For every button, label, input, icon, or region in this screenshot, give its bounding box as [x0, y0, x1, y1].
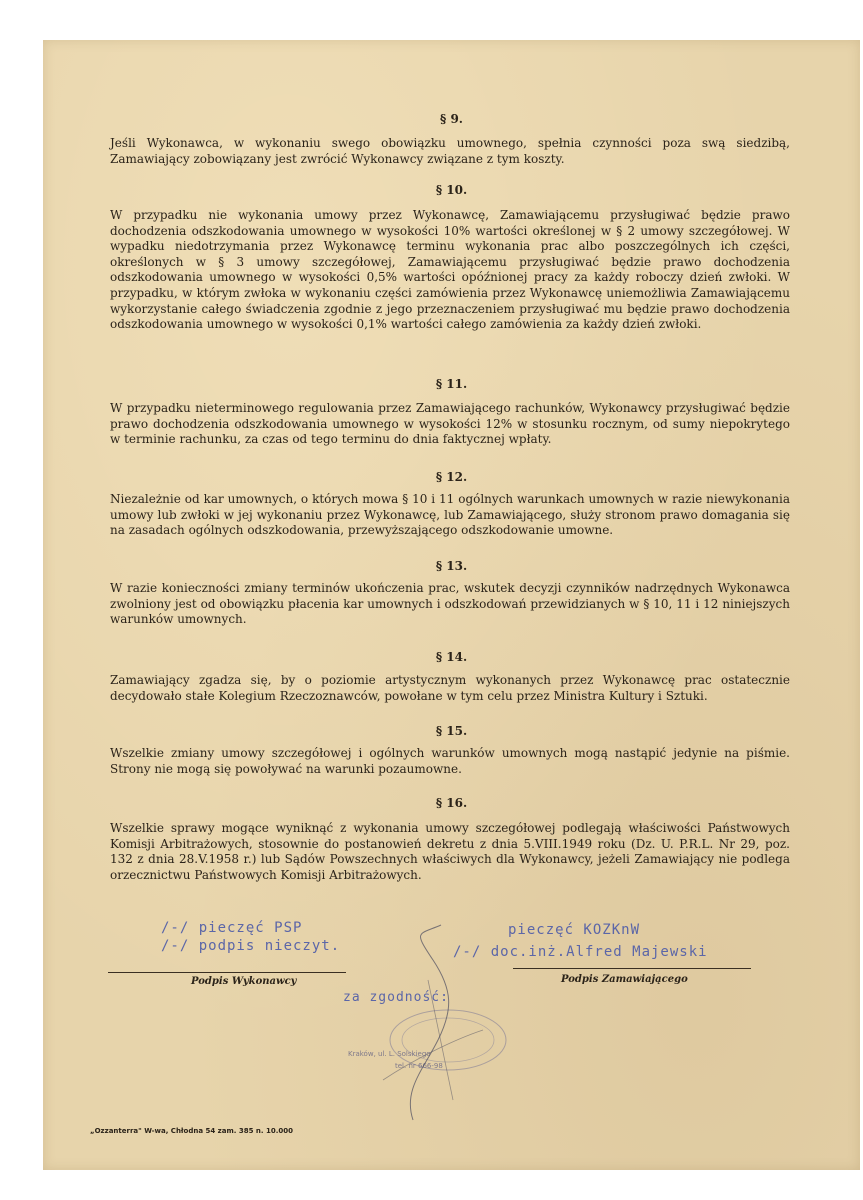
- section-text: Niezależnie od kar umownych, o których mowa § 10 i 11 ogólnych warunkach umownych w razie niewykonania umowy lub zwłoki w jej wykonaniu przez Wykonawcę, lub Zamawiającego, służy stronom prawo domagania się na zasadach ogólnych odszkodowania, przewyższającego odszkodowanie umowne.: [110, 492, 790, 538]
- signature-caption-left: Podpis Wykonawcy: [191, 976, 297, 987]
- section-text: Jeśli Wykonawca, w wykonaniu swego obowiązku umownego, spełnia czynności poza swą siedzibą, Zamawiający zobowiązany jest zwrócić Wykonawcy związane z tym koszty.: [110, 136, 790, 166]
- section-text: Zamawiający zgadza się, by o poziomie artystycznym wykonanych przez Wykonawcę prac ostatecznie decydowało stałe Kolegium Rzeczoznawców, powołane w tym celu przez Ministra Kultury i Sztuki.: [110, 673, 790, 703]
- stamp-address: Kraków, ul. L. Solskiego: [348, 1050, 431, 1058]
- section-text: W przypadku nieterminowego regulowania przez Zamawiającego rachunków, Wykonawcy przysługiwać będzie prawo dochodzenia odszkodowania umownego w wysokości 12% w stosunku rocznym, od sumy niepokrytego w terminie rachunku, za czas od tego terminu do dnia faktycznej wpłaty.: [110, 401, 790, 447]
- section-text: W razie konieczności zmiany terminów ukończenia prac, wskutek decyzji czynników nadrzędnych Wykonawca zwolniony jest od obowiązku płacenia kar umownych i odszkodowań przewidzianych w § 10, 11 i 12 niniejszych warunków umownych.: [110, 581, 790, 627]
- typed-stamp-right-1: pieczęć KOZKnW: [508, 922, 641, 938]
- signature-caption-right: Podpis Zamawiającego: [561, 974, 688, 985]
- document-page: [43, 40, 860, 1170]
- section-text: W przypadku nie wykonania umowy przez Wykonawcę, Zamawiającemu przysługiwać będzie prawo dochodzenia odszkodowania umownego w wysokości 10% wartości określonej w § 2 umowy szczegółowej. W wypadku niedotrzymania przez Wykonawcę terminu wykonania prac albo poszczególnych ich części, określonych w § 3 umowy szczegółowej, Zamawiającemu przysługiwać będzie prawo dochodzenia odszkodowania umownego w wysokości 0,5% wartości opóźnionej pracy za każdy roboczy dzień zwłoki. W przypadku, w którym zwłoka w wykonaniu części zamówienia przez Wykonawcę uniemożliwia Zamawiającemu wykorzystanie całego świadczenia zgodnie z jego przeznaczeniem przysługiwać mu będzie prawo dochodzenia odszkodowania umownego w wysokości 0,1% wartości całego zamówienia za każdy dzień zwłoki.: [110, 208, 790, 332]
- signature-line-right: [513, 968, 751, 969]
- section-text: Wszelkie sprawy mogące wyniknąć z wykonania umowy szczegółowej podlegają właściwości Państwowych Komisji Arbitrażowych, stosownie do postanowień dekretu z dnia 5.VIII.1949 roku (Dz. U. P.R.L. Nr 29, poz. 132 z dnia 28.V.1958 r.) lub Sądów Powszechnych właściwych dla Wykonawcy, jeżeli Zamawiający nie podlega orzecznictwu Państwowych Komisji Arbitrażowych.: [110, 821, 790, 882]
- typed-stamp-left-1: /-/ pieczęć PSP: [161, 920, 303, 936]
- printer-footer: „Ozzanterra" W-wa, Chłodna 54 zam. 385 n. 10.000: [90, 1127, 293, 1135]
- section-heading: § 12.: [435, 470, 468, 484]
- section-heading: § 16.: [435, 796, 468, 810]
- section-text: Wszelkie zmiany umowy szczegółowej i ogólnych warunków umownych mogą nastąpić jedynie na piśmie. Strony nie mogą się powoływać na warunki pozaumowne.: [110, 746, 790, 776]
- section-heading: § 15.: [435, 724, 468, 738]
- typed-signature-left-2: /-/ podpis nieczyt.: [161, 938, 341, 954]
- section-heading: § 9.: [440, 112, 463, 126]
- signature-line-left: [108, 972, 346, 973]
- section-heading: § 11.: [435, 377, 468, 391]
- section-heading: § 14.: [435, 650, 468, 664]
- handwritten-signature-icon: [343, 920, 503, 1130]
- section-heading: § 13.: [435, 559, 468, 573]
- section-heading: § 10.: [435, 183, 468, 197]
- stamp-phone: tel. nr 666-98: [395, 1062, 443, 1070]
- typed-signature-right-2: /-/ doc.inż.Alfred Majewski: [453, 944, 708, 960]
- certification-text: za zgodność:: [343, 990, 449, 1005]
